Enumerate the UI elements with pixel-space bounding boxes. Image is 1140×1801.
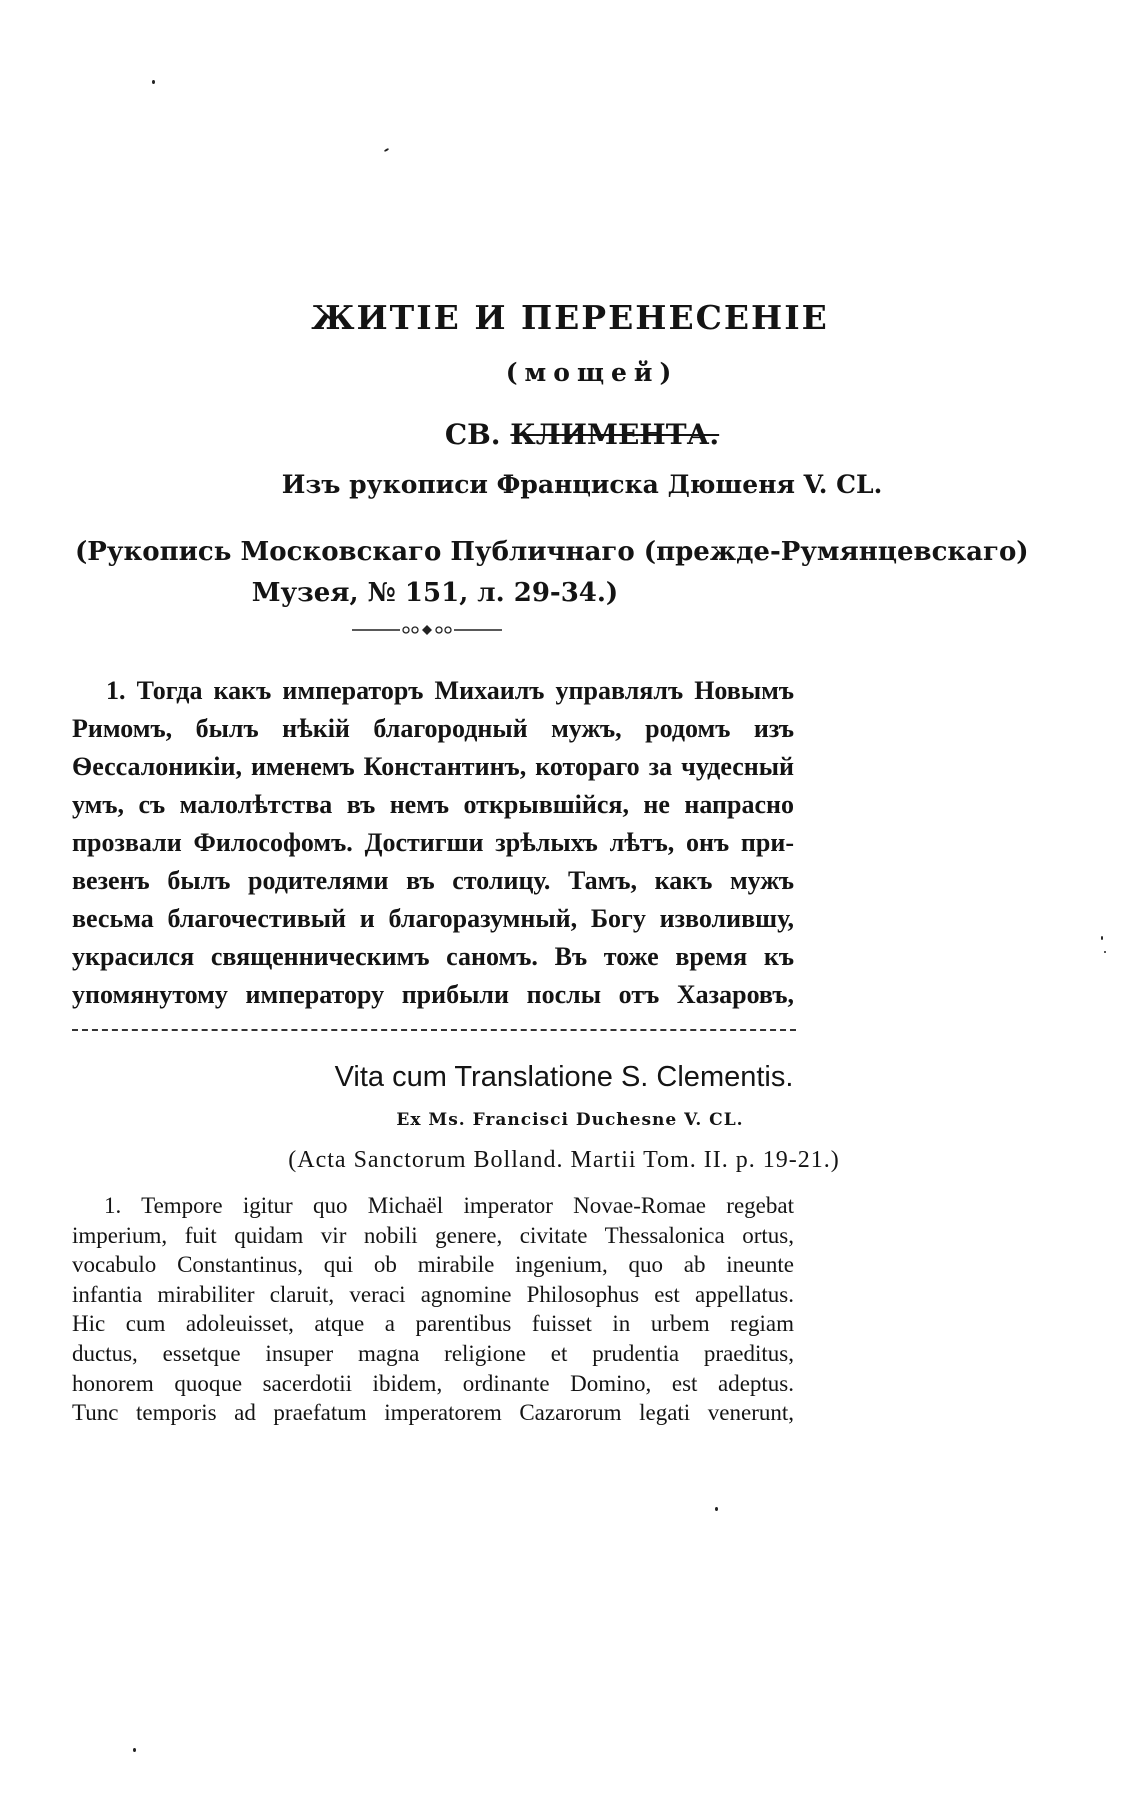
russian-body-line: умъ, съ малолѣтства въ немъ открывшійся, не напрасно [72,790,794,819]
manuscript-note-line: Музея, № 151, л. 29-34.) [251,578,619,608]
russian-body-line: упомянутому императору прибыли послы отъ Хазаровъ, [72,980,794,1009]
ornament-divider [352,623,502,637]
latin-body-line: vocabulo Constantinus, qui ob mirabile ingenium, quo ab ineunte [72,1252,794,1278]
russian-body-line: украсился священническимъ саномъ. Въ тоже время къ [72,942,794,971]
latin-source-line: Ex Ms. Francisci Duchesne V. CL. [396,1110,744,1130]
latin-body-text [72,1191,794,1428]
acta-note: (Acta Sanctorum Bolland. Martii Tom. II. p. 19-21.) [288,1147,840,1173]
russian-body-line: Ѳессалоникіи, именемъ Константинъ, котораго за чудесный [72,752,794,781]
scan-speck [1101,936,1103,940]
latin-body-line: honorem quoque sacerdotii ibidem, ordinante Domino, est adeptus. [72,1370,794,1396]
section-divider [72,1029,796,1031]
saint-prefix: СВ. [444,418,501,451]
russian-title: ЖИТІЕ И ПЕРЕНЕСЕНІЕ [311,298,829,337]
scan-speck [384,148,389,152]
scan-speck [1104,951,1106,953]
russian-subtitle: (мощей) [505,358,679,387]
latin-body-line: ductus, essetque insuper magna religione et prudentia praeditus, [72,1340,794,1366]
scan-speck [152,80,155,84]
latin-body-line: imperium, fuit quidam vir nobili genere, civitate Thessalonica ortus, [72,1222,794,1248]
russian-source-line: Изъ рукописи Франциска Дюшеня V. CL. [281,470,883,499]
scan-speck [133,1748,136,1752]
scan-speck [715,1507,718,1511]
manuscript-note [75,532,1029,614]
russian-body-line: весьма благочестивый и благоразумный, Богу изволившу, [72,904,794,933]
latin-body-line: infantia mirabiliter claruit, veraci agnomine Philosophus est appellatus. [72,1281,794,1307]
russian-saint-heading [12,418,1140,451]
russian-body-text [72,672,794,1014]
manuscript-note-line: (Рукопись Московскаго Публичнаго (прежде-Румянцевскаго) [75,537,1029,567]
latin-title: Vita cum Translatione S. Clementis. [334,1061,794,1093]
latin-body-line: Tunc temporis ad praefatum imperatorem Cazarorum legati venerunt, [72,1400,794,1426]
russian-body-line: везенъ былъ родителями въ столицу. Тамъ, какъ мужъ [72,866,794,895]
saint-name: КЛИМЕНТА. [510,418,720,451]
russian-body-line: 1. Тогда какъ императоръ Михаилъ управлялъ Новымъ [106,676,794,705]
latin-body-line: 1. Tempore igitur quo Michaël imperator Novae-Romae regebat [104,1193,794,1218]
latin-body-line: Hic cum adoleuisset, atque a parentibus fuisset in urbem regiam [72,1311,794,1337]
russian-body-line: прозвали Философомъ. Достигши зрѣлыхъ лѣтъ, онъ при- [72,828,794,857]
russian-body-line: Римомъ, былъ нѣкій благородный мужъ, родомъ изъ [72,714,794,743]
